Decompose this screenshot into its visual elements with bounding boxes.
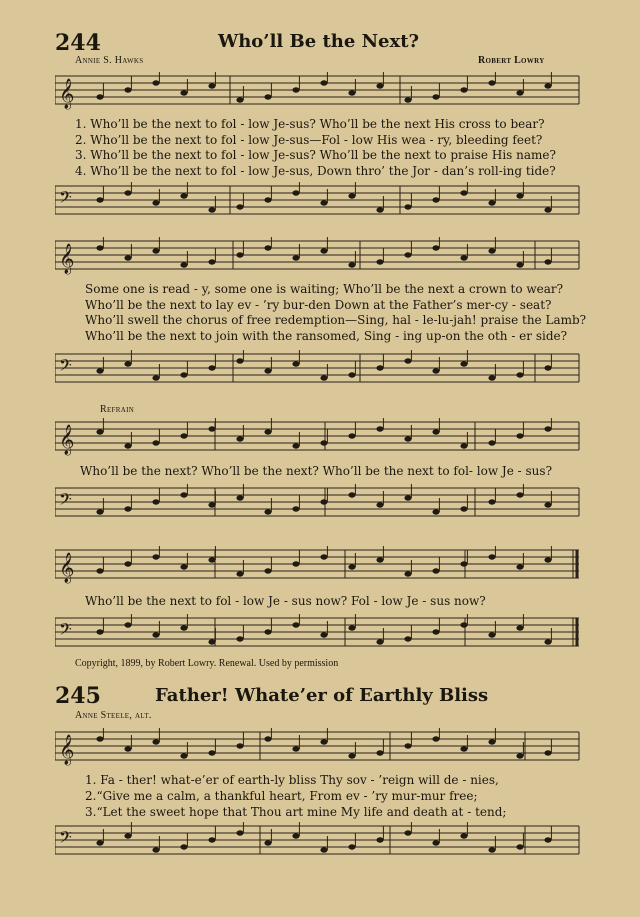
note-head — [488, 847, 495, 852]
note-head — [320, 248, 327, 253]
note-head — [432, 840, 439, 845]
note-head — [292, 506, 299, 511]
hymn-title: Father! Whate’er of Earthly Bliss — [155, 685, 489, 706]
svg-text:𝄢: 𝄢 — [59, 187, 72, 211]
music-staff — [55, 418, 585, 458]
note-head — [320, 375, 327, 380]
note-head — [236, 358, 243, 363]
note-head — [236, 571, 243, 576]
note-head — [404, 97, 411, 102]
note-head — [544, 259, 551, 264]
note-head — [460, 833, 467, 838]
note-head — [376, 426, 383, 431]
note-head — [292, 746, 299, 751]
note-head — [152, 499, 159, 504]
note-head — [292, 443, 299, 448]
note-head — [432, 736, 439, 741]
music-credit: Robert Lowry — [478, 55, 545, 66]
note-head — [292, 190, 299, 195]
svg-text:𝄢: 𝄢 — [59, 619, 72, 643]
note-head — [460, 190, 467, 195]
note-head — [124, 443, 131, 448]
note-head — [320, 499, 327, 504]
note-head — [124, 506, 131, 511]
note-head — [180, 193, 187, 198]
note-head — [376, 365, 383, 370]
note-head — [208, 639, 215, 644]
refrain-lyrics-1: Who’ll be the next? Who’ll be the next? Who’ll be the next to fol- low Je - sus? — [80, 464, 552, 478]
note-head — [180, 564, 187, 569]
note-head — [320, 80, 327, 85]
note-head — [516, 193, 523, 198]
note-head — [180, 433, 187, 438]
note-head — [460, 746, 467, 751]
note-head — [516, 844, 523, 849]
words-credit: Annie S. Hawks — [75, 55, 144, 66]
note-head — [376, 639, 383, 644]
note-head — [208, 83, 215, 88]
music-staff — [55, 728, 585, 768]
note-head — [208, 365, 215, 370]
note-head — [320, 440, 327, 445]
music-staff — [55, 822, 585, 862]
note-head — [432, 568, 439, 573]
note-head — [488, 440, 495, 445]
note-head — [236, 636, 243, 641]
note-head — [264, 629, 271, 634]
note-head — [152, 375, 159, 380]
music-staff — [55, 182, 585, 222]
note-head — [404, 743, 411, 748]
note-head — [236, 830, 243, 835]
hymn-title: Who’ll Be the Next? — [218, 31, 420, 52]
note-head — [404, 495, 411, 500]
note-head — [376, 837, 383, 842]
note-head — [544, 837, 551, 842]
note-head — [376, 557, 383, 562]
note-head — [236, 495, 243, 500]
words-credit: Anne Steele, alt. — [75, 710, 152, 721]
note-head — [264, 245, 271, 250]
note-head — [264, 509, 271, 514]
note-head — [124, 190, 131, 195]
note-head — [516, 90, 523, 95]
note-head — [292, 87, 299, 92]
note-head — [152, 248, 159, 253]
note-head — [460, 622, 467, 627]
hymn-number: 245 — [55, 683, 101, 709]
note-head — [292, 561, 299, 566]
note-head — [264, 94, 271, 99]
note-head — [264, 840, 271, 845]
note-head — [376, 502, 383, 507]
note-head — [516, 564, 523, 569]
note-head — [180, 753, 187, 758]
hymn-number: 244 — [55, 30, 101, 56]
svg-text:𝄞: 𝄞 — [59, 553, 75, 583]
music-staff — [55, 237, 585, 277]
verse-lyrics: 1. Fa - ther! what-e’er of earth-ly bliss Thy sov - ’reign will de - nies, 2.“Give me a calm, a thankful heart, From ev - ’ry mur-mur free; 3.“Let the sweet hope that Thou art mine My life and death at - tend; — [85, 773, 507, 819]
note-head — [376, 83, 383, 88]
note-head — [376, 207, 383, 212]
music-staff — [55, 614, 585, 654]
note-head — [96, 429, 103, 434]
note-head — [460, 87, 467, 92]
svg-text:𝄞: 𝄞 — [59, 244, 75, 274]
note-head — [180, 625, 187, 630]
note-head — [348, 753, 355, 758]
note-head — [460, 443, 467, 448]
note-head — [544, 365, 551, 370]
note-head — [124, 87, 131, 92]
music-staff — [55, 484, 585, 524]
note-head — [292, 255, 299, 260]
note-head — [320, 739, 327, 744]
note-head — [208, 502, 215, 507]
note-head — [488, 248, 495, 253]
note-head — [516, 625, 523, 630]
note-head — [404, 571, 411, 576]
note-head — [488, 554, 495, 559]
note-head — [264, 568, 271, 573]
refrain-lyrics-2: Who’ll be the next to fol - low Je - sus now? Fol - low Je - sus now? — [85, 594, 486, 608]
note-head — [264, 736, 271, 741]
svg-text:𝄢: 𝄢 — [59, 827, 72, 851]
note-head — [320, 554, 327, 559]
note-head — [236, 436, 243, 441]
note-head — [516, 262, 523, 267]
note-head — [264, 368, 271, 373]
note-head — [96, 94, 103, 99]
note-head — [264, 197, 271, 202]
note-head — [488, 632, 495, 637]
note-head — [348, 372, 355, 377]
copyright-notice: Copyright, 1899, by Robert Lowry. Renewal. Used by permission — [75, 658, 339, 669]
note-head — [208, 207, 215, 212]
note-head — [348, 262, 355, 267]
refrain-label: Refrain — [100, 404, 135, 415]
note-head — [348, 193, 355, 198]
note-head — [544, 83, 551, 88]
note-head — [180, 492, 187, 497]
note-head — [96, 509, 103, 514]
note-head — [320, 200, 327, 205]
note-head — [460, 361, 467, 366]
note-head — [124, 622, 131, 627]
note-head — [180, 90, 187, 95]
note-head — [348, 625, 355, 630]
note-head — [152, 440, 159, 445]
note-head — [432, 197, 439, 202]
note-head — [124, 361, 131, 366]
note-head — [96, 568, 103, 573]
note-head — [488, 375, 495, 380]
note-head — [348, 492, 355, 497]
note-head — [124, 746, 131, 751]
note-head — [208, 426, 215, 431]
note-head — [152, 847, 159, 852]
verse-lyrics-cont: Some one is read - y, some one is waiting; Who’ll be the next a crown to wear? Who’ll be the next to lay ev - ’ry bur-den Down at the Father’s mer-cy - seat? Who’ll swell the chorus of free redemption—Sing, hal - le-lu-jah! praise the Lamb? Who’ll be the next to join with the ransomed, Sing - ing up-on the oth - er side? — [85, 282, 587, 343]
verse-lyrics: 1. Who’ll be the next to fol - low Je-sus? Who’ll be the next His cross to bear? 2. Who’ll be the next to fol - low Je-sus—Fol - low His wea - ry, bleeding feet? 3. Who’ll be the next to fol - low Je-sus? Who’ll be the next to praise His name? 4. Who’ll be the next to fol - low Je-sus, Down thro’ the Jor - dan’s roll-ing tide? — [75, 117, 556, 178]
note-head — [180, 844, 187, 849]
note-head — [404, 830, 411, 835]
note-head — [152, 200, 159, 205]
note-head — [208, 557, 215, 562]
note-head — [320, 847, 327, 852]
note-head — [488, 499, 495, 504]
note-head — [292, 833, 299, 838]
note-head — [236, 252, 243, 257]
note-head — [292, 361, 299, 366]
note-head — [460, 255, 467, 260]
note-head — [96, 840, 103, 845]
note-head — [152, 632, 159, 637]
note-head — [432, 509, 439, 514]
note-head — [96, 197, 103, 202]
note-head — [432, 245, 439, 250]
music-staff — [55, 546, 585, 586]
note-head — [544, 207, 551, 212]
note-head — [236, 97, 243, 102]
note-head — [208, 837, 215, 842]
note-head — [208, 259, 215, 264]
music-staff — [55, 72, 585, 112]
note-head — [348, 90, 355, 95]
note-head — [96, 368, 103, 373]
note-head — [124, 833, 131, 838]
note-head — [432, 94, 439, 99]
note-head — [152, 80, 159, 85]
note-head — [516, 372, 523, 377]
note-head — [432, 629, 439, 634]
note-head — [404, 204, 411, 209]
note-head — [348, 844, 355, 849]
svg-text:𝄞: 𝄞 — [59, 425, 75, 455]
note-head — [404, 252, 411, 257]
note-head — [488, 739, 495, 744]
note-head — [404, 636, 411, 641]
music-staff — [55, 350, 585, 390]
note-head — [544, 502, 551, 507]
note-head — [348, 564, 355, 569]
note-head — [236, 743, 243, 748]
note-head — [432, 429, 439, 434]
svg-text:𝄢: 𝄢 — [59, 355, 72, 379]
note-head — [488, 200, 495, 205]
note-head — [292, 622, 299, 627]
note-head — [124, 255, 131, 260]
note-head — [96, 245, 103, 250]
note-head — [236, 204, 243, 209]
note-head — [488, 80, 495, 85]
note-head — [348, 433, 355, 438]
note-head — [404, 358, 411, 363]
note-head — [544, 426, 551, 431]
note-head — [208, 750, 215, 755]
note-head — [516, 753, 523, 758]
note-head — [516, 492, 523, 497]
note-head — [460, 506, 467, 511]
svg-text:𝄞: 𝄞 — [59, 735, 75, 765]
note-head — [544, 557, 551, 562]
note-head — [544, 639, 551, 644]
svg-text:𝄞: 𝄞 — [59, 79, 75, 109]
note-head — [180, 372, 187, 377]
note-head — [320, 632, 327, 637]
note-head — [180, 262, 187, 267]
note-head — [544, 750, 551, 755]
note-head — [152, 739, 159, 744]
note-head — [152, 554, 159, 559]
note-head — [432, 368, 439, 373]
note-head — [264, 429, 271, 434]
note-head — [96, 736, 103, 741]
svg-text:𝄢: 𝄢 — [59, 489, 72, 513]
note-head — [124, 561, 131, 566]
note-head — [404, 436, 411, 441]
note-head — [460, 561, 467, 566]
note-head — [376, 750, 383, 755]
note-head — [376, 259, 383, 264]
note-head — [96, 629, 103, 634]
note-head — [516, 433, 523, 438]
